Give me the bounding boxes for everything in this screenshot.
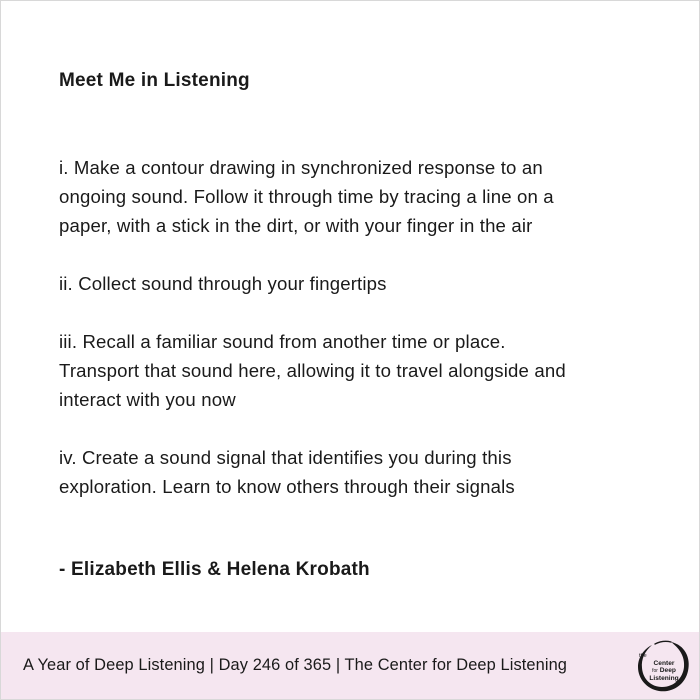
logo-listening: Listening	[649, 675, 679, 682]
logo-deep: Deep	[659, 667, 676, 674]
instruction-line: interact with you now	[59, 389, 236, 410]
instruction-line: ii. Collect sound through your fingertips	[59, 273, 387, 294]
instruction-item-2	[59, 269, 659, 298]
instruction-item-1	[59, 153, 659, 240]
instruction-line: iv. Create a sound signal that identifies you during this	[59, 447, 512, 468]
page-title: Meet Me in Listening	[59, 70, 250, 91]
instruction-line: Transport that sound here, allowing it to travel alongside and	[59, 360, 566, 381]
instructions-list	[59, 153, 659, 530]
instruction-line: ongoing sound. Follow it through time by tracing a line on a	[59, 186, 554, 207]
instruction-line: iii. Recall a familiar sound from another time or place.	[59, 331, 506, 352]
center-for-deep-listening-logo	[633, 636, 693, 696]
footer-bar	[1, 632, 699, 699]
instruction-line: paper, with a stick in the dirt, or with your finger in the air	[59, 215, 533, 236]
logo-for: for	[652, 668, 658, 674]
author-credit: - Elizabeth Ellis & Helena Krobath	[59, 559, 370, 580]
instruction-item-3	[59, 327, 659, 414]
instruction-item-4	[59, 443, 659, 501]
logo-the: the	[639, 653, 647, 659]
logo-for-deep	[636, 667, 692, 675]
instruction-line: i. Make a contour drawing in synchronized response to an	[59, 157, 543, 178]
logo-wordmark	[636, 653, 692, 682]
instruction-line: exploration. Learn to know others through their signals	[59, 476, 515, 497]
footer-caption: A Year of Deep Listening | Day 246 of 365 | The Center for Deep Listening	[23, 656, 568, 674]
logo-center: Center	[653, 660, 675, 667]
